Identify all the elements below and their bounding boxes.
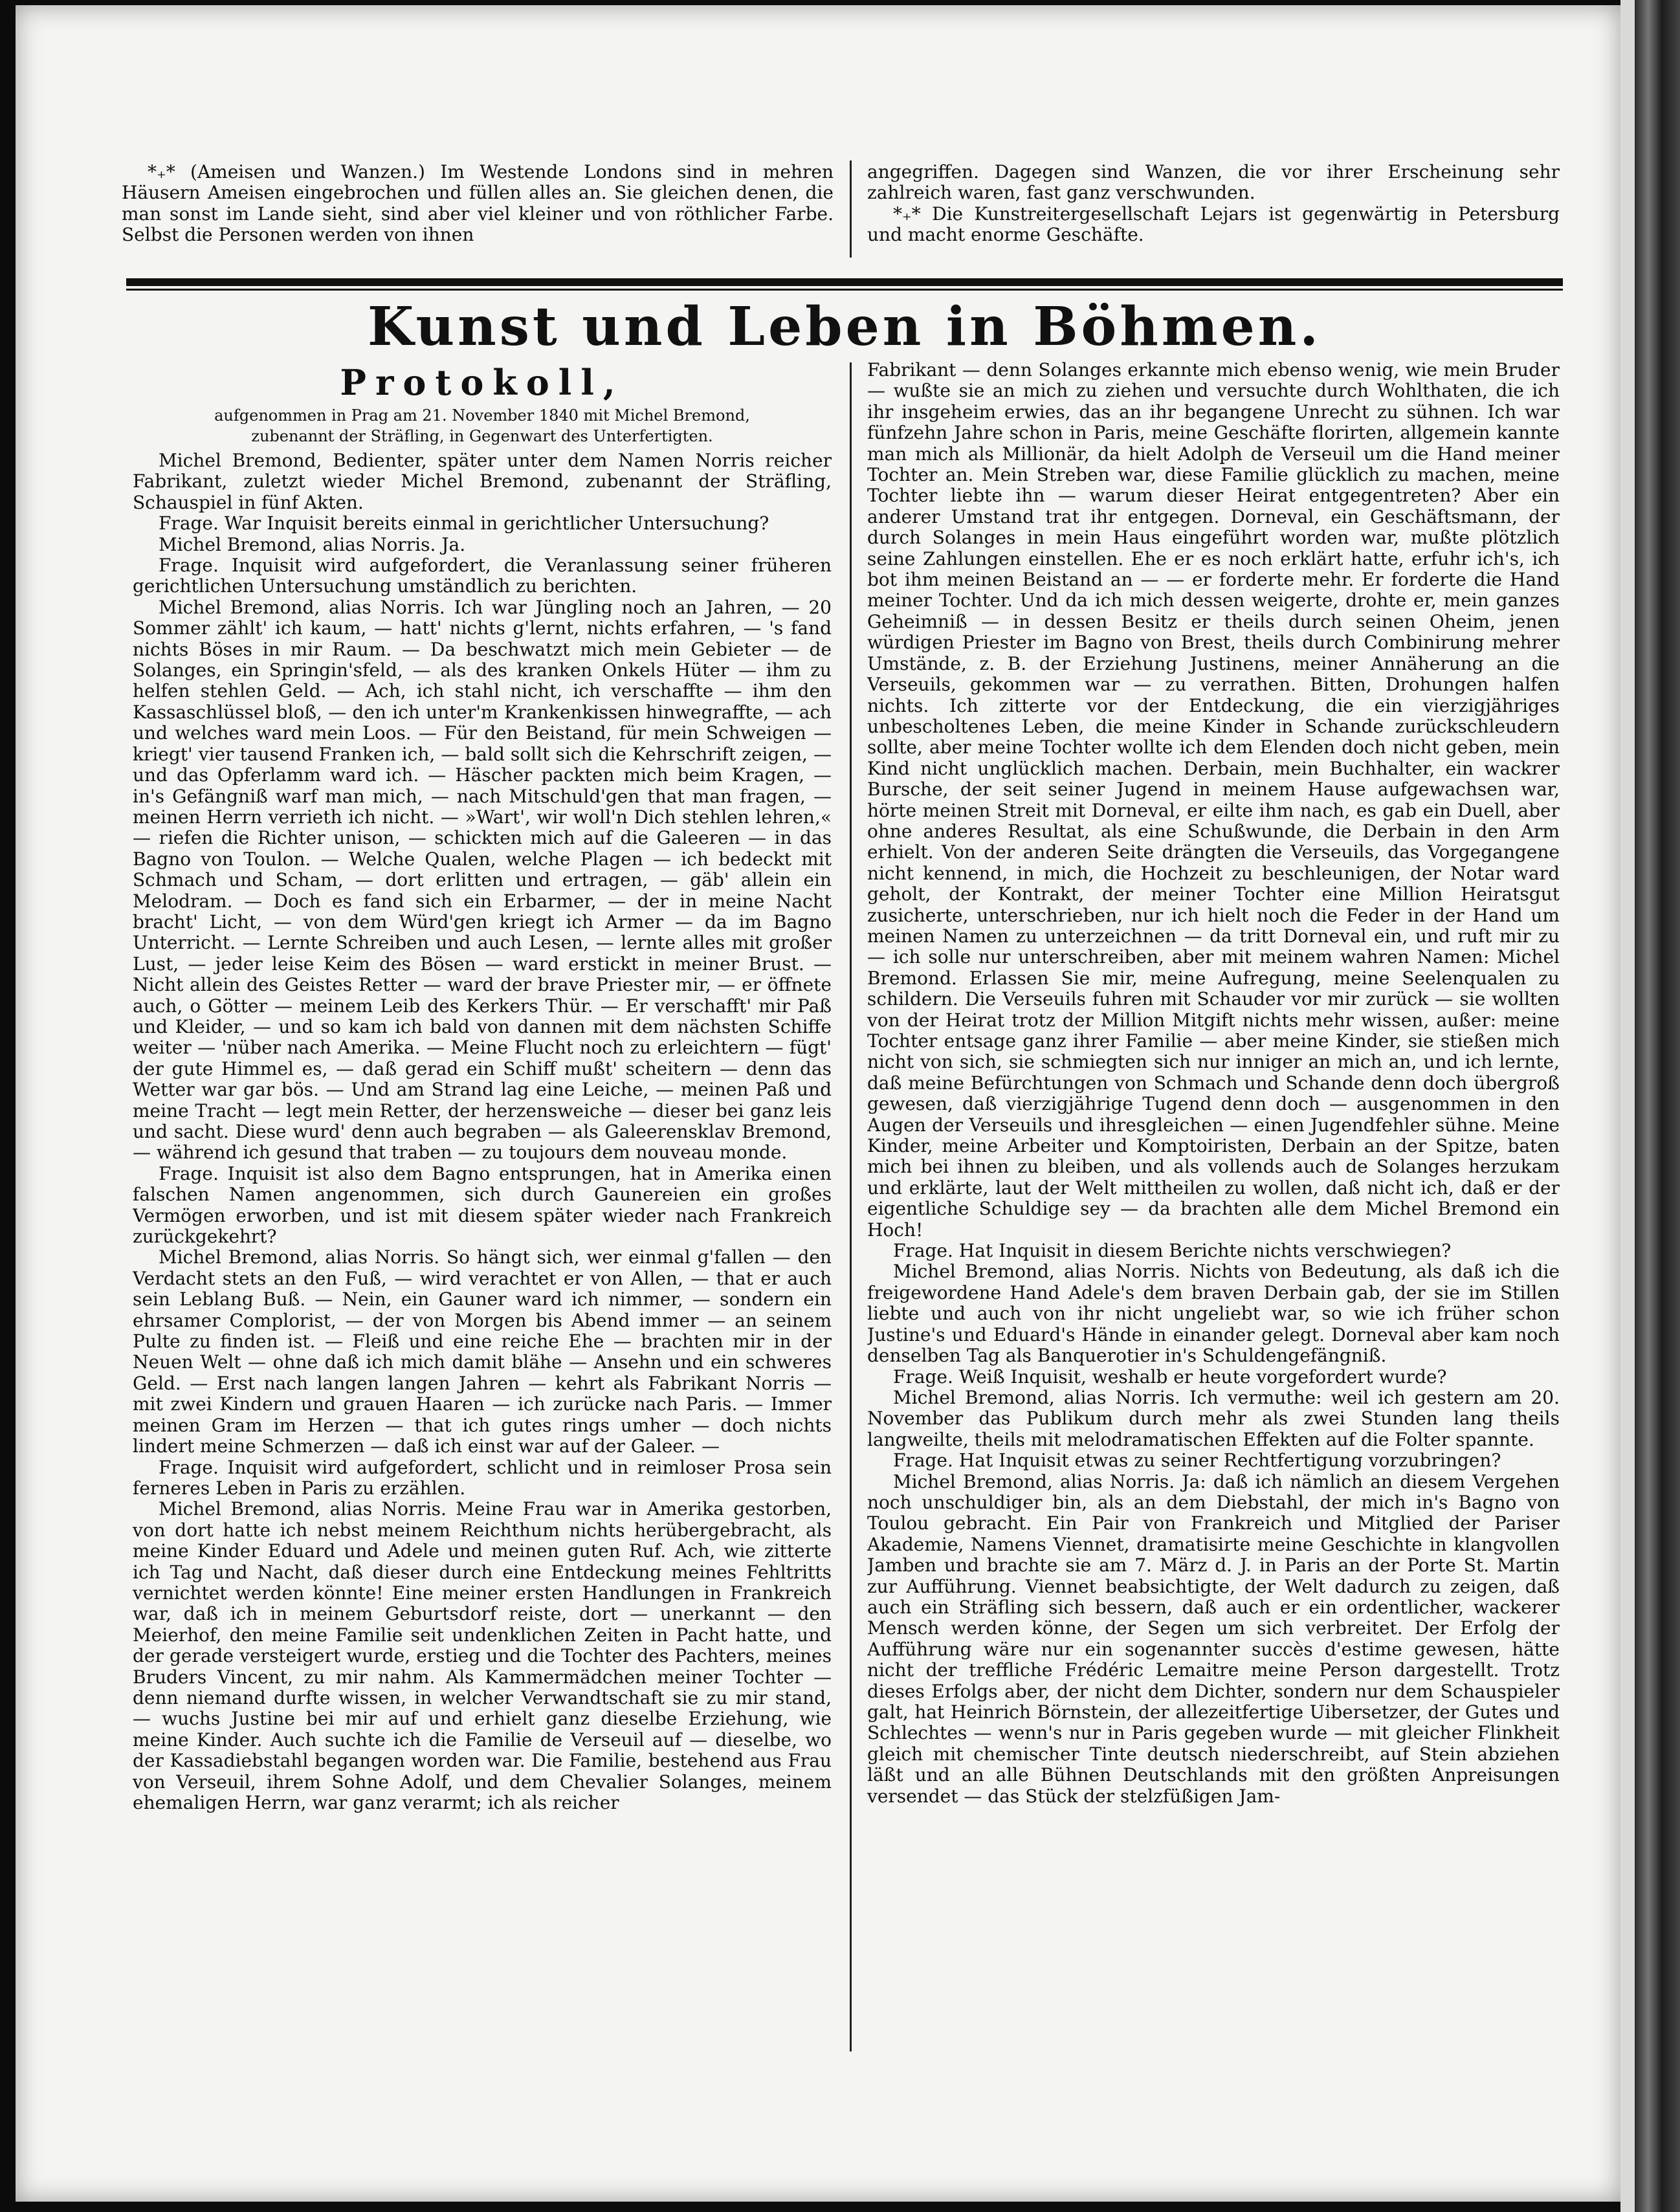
section-rule (126, 278, 1563, 286)
article-paragraph: Michel Bremond, Bedienter, später unter dem Namen Norris reicher Fabrikant, zuletzt wieder Michel Bremond, zubenannt der Sträfling, Schauspiel in fünf Akten. (133, 450, 832, 513)
article-column-left (133, 360, 832, 2159)
article-intro: aufgenommen in Prag am 21. November 1840 mit Michel Bremond, (214, 406, 750, 425)
article-paragraph: Frage. Hat Inquisit in diesem Berichte nichts verschwiegen? (893, 1240, 1452, 1262)
article-headline: Kunst und Leben in Böhmen. (368, 296, 1321, 358)
article-paragraph: Frage. Inquisit ist also dem Bagno entsprungen, hat in Amerika einen falschen Namen angenommen, sich durch Gaunereien ein großes Vermögen erworben, und ist mit diesem später wieder nach Frankreich zurückgekehrt? (133, 1162, 832, 1248)
article-paragraph: Michel Bremond, alias Norris. Ich war Jüngling noch an Jahren, — 20 Sommer zählt' ich kaum, — hatt' nichts g'lernt, nichts erfahren, — 's fand nichts Böses in mir Raum. — Da beschwatzt mich mein Gebieter — de Solanges, ein Springin'sfeld, — als des kranken Onkels Hüter — ihm zu helfen stehlen Geld. — Ach, ich stahl nicht, ich verschaffte — ihm den Kassaschlüssel bloß, — den ich unter'm Krankenkissen hinwegraffte, — ach und welches ward mein Loos. — Für den Beistand, für mein Schweigen — kriegt' vier tausend Franken ich, — bald sollt sich die Kehrschrift zeigen, — und das Opferlamm ward ich. — Häscher packten mich beim Kragen, — in's Gefängniß warf man mich, — nach Mitschuld'gen that man fragen, — meinen Herrn verrieth ich nicht. — »Wart', wir woll'n Dich stehlen lehren,« — riefen die Richter unison, — schickten mich auf die Galeeren — in das Bagno von Toulon. — Welche Qualen, welche Plagen — ich bedeckt mit Schmach und Scham, — dort erlitten und ertragen, — gäb' allein ein Melodram. — Doch es fand sich ein Erbarmer, — der in meine Nacht bracht' Licht, — von dem Würd'gen kriegt ich Armer — da im Bagno Unterricht. — Lernte Schreiben und auch Lesen, — lernte alles mit großer Lust, — jeder leise Keim des Bösen — ward erstickt in meiner Brust. — Nicht allein des Geistes Retter — ward der brave Priester mir, — er öffnete auch, o Götter — meinem Leib des Kerkers Thür. — Er verschafft' mir Paß und Kleider, — und so kam ich bald von dannen mit dem nächsten Schiffe weiter — 'nüber nach Amerika. — Meine Flucht noch zu erleichtern — fügt' der gute Himmel es, — daß gerad ein Schiff mußt' scheitern — denn das Wetter war gar bös. — Und am Strand lag eine Leiche, — meinen Paß und meine Tracht — legt mein Retter, der herzensweiche — dieser bei ganz leis und sacht. Diese wurd' denn auch begraben — als Galeerensklav Bremond, — während ich gesund that traben — zu toujours dem nouveau monde. (133, 596, 832, 1164)
binding-strip (1635, 0, 1680, 2212)
article-paragraph: Michel Bremond, alias Norris. Nichts von Bedeutung, als daß ich die freigewordene Hand Adele's dem braven Derbain gab, der sie im Stillen liebte und auch von ihr nicht ungeliebt war, so wie ich früher schon Justine's und Eduard's Hände in einander gelegt. Dorneval aber kam noch denselben Tag als Banquerotier in's Schuldengefängniß. (867, 1261, 1560, 1367)
article-paragraph: Frage. War Inquisit bereits einmal in gerichtlicher Untersuchung? (159, 513, 769, 535)
news-item-text: angegriffen. Dagegen sind Wanzen, die vor ihrer Erscheinung sehr zahlreich waren, fast ganz verschwunden. (867, 162, 1560, 204)
article-paragraph: Michel Bremond, alias Norris. So hängt sich, wer einmal g'fallen — den Verdacht stets an den Fuß, — wird verachtet er von Allen, — that er auch sein Leblang Buß. — Nein, ein Gauner ward ich nimmer, — sondern ein ehrsamer Complorist, — der von Morgen bis Abend immer — an seinem Pulte zu finden ist. — Fleiß und eine reiche Ehe — brachten mir in der Neuen Welt — ohne daß ich mich damit blähe — Ansehn und ein schweres Geld. — Erst nach langen langen Jahren — kehrt als Fabrikant Norris — mit zwei Kindern und grauen Haaren — ich zurücke nach Paris. — Immer meinen Gram im Herzen — that ich gutes rings umher — doch nichts lindert meine Schmerzen — daß ich einst war auf der Galeer. — (133, 1246, 832, 1457)
article-paragraph: Frage. Weiß Inquisit, weshalb er heute vorgefordert wurde? (893, 1366, 1447, 1388)
article-paragraph: Frage. Inquisit wird aufgefordert, die Veranlassung seiner früheren gerichtlichen Untersuchung umständlich zu berichten. (133, 555, 832, 597)
article-paragraph: Frage. Hat Inquisit etwas zu seiner Rechtfertigung vorzubringen? (893, 1450, 1501, 1472)
article-column-right (867, 360, 1560, 2159)
news-item-text: *₊* (Ameisen und Wanzen.) Im Westende Londons sind in mehren Häusern Ameisen eingebrochen und füllen alles an. Sie gleichen denen, die man sonst im Lande sieht, sind aber viel kleiner und von röthlicher Farbe. Selbst die Personen werden von ihnen (122, 162, 834, 246)
column-divider (850, 362, 852, 2052)
article-paragraph: Fabrikant — denn Solanges erkannte mich ebenso wenig, wie mein Bruder — wußte sie an mich zu ziehen und versuchte durch Wohlthaten, die ich ihr insgeheim erwies, das an ihr begangene Unrecht zu sühnen. Ich war fünfzehn Jahre schon in Paris, meine Geschäfte florirten, allgemein kannte man mich als Millionär, da hielt Adolph de Verseuil um die Hand meiner Tochter an. Mein Streben war, diese Familie glücklich zu machen, meine Tochter liebte ihn — warum dieser Heirat entgegentreten? Aber ein anderer Umstand trat ihr entgegen. Dorneval, ein Geschäftsmann, der durch Solanges in mein Haus eingeführt worden war, mußte plötzlich seine Zahlungen einstellen. Ehe er es noch erklärt hatte, erfuhr ich's, ich bot ihm meinen Beistand an — — er forderte mehr. Er forderte die Hand meiner Tochter. Und da ich mich dessen weigerte, drohte er, mein ganzes Geheimniß — in dessen Besitz er theils durch seinen Oheim, jenen würdigen Priester im Bagno von Brest, theils durch Combinirung mehrer Umstände, z. B. der Erziehung Justinens, meiner Annäherung an die Verseuils, gekommen war — zu verrathen. Bitten, Drohungen halfen nichts. Ich zitterte vor der Entdeckung, die ein vierzigjähriges unbescholtenes Leben, die meine Kinder in Schande zurückschleudern sollte, aber meine Tochter wollte ich dem Elenden doch nicht geben, mein Kind nicht unglücklich machen. Derbain, mein Buchhalter, ein wackrer Bursche, der seit seiner Jugend in meinem Hause aufgewachsen war, hörte meinen Streit mit Dorneval, er eilte ihm nach, es gab ein Duell, aber ohne anderes Resultat, als eine Schußwunde, die Derbain in den Arm erhielt. Von der anderen Seite drängten die Verseuils, das Vorgegangene nicht kennend, in mich, die Hochzeit zu beschleunigen, der Notar ward geholt, der Kontrakt, der meiner Tochter eine Million Heiratsgut zusicherte, unterschrieben, nur ich hielt noch die Feder in der Hand um meinen Namen zu unterzeichnen — da tritt Dorneval ein, und ruft mir zu — ich solle nur unterschreiben, aber mit meinem wahren Namen: Michel Bremond. Erlassen Sie mir, meine Aufregung, meine Seelenqualen zu schildern. Die Verseuils fuhren mit Schauder vor mir zurück — sie wollten von der Heirat trotz der Million Mitgift nichts mehr wissen, außer: meine Tochter entsage ganz ihrer Familie — aber meine Kinder, sie stießen mich nicht von sich, sie schmiegten sich nur inniger an mich an, und ich lernte, daß meine Befürchtungen von Schmach und Schande denn doch übergroß gewesen, daß vierzigjährige Tugend denn doch — ausgenommen in den Augen der Verseuils und ihresgleichen — einen Jugendfehler sühne. Meine Kinder, meine Arbeiter und Komptoiristen, Derbain an der Spitze, baten mich bei ihnen zu bleiben, und als vollends auch de Solanges herzukam und erklärte, laut der Welt mittheilen zu wollen, daß nicht ich, daß er der eigentliche Schuldige sey — da brachten alle dem Michel Bremond ein Hoch! (867, 360, 1560, 1241)
article-paragraph: Michel Bremond, alias Norris. Ja. (159, 533, 466, 555)
article-intro: zubenannt der Sträfling, in Gegenwart des Unterfertigten. (251, 427, 713, 445)
article-paragraph: Frage. Inquisit wird aufgefordert, schlicht und in reimloser Prosa sein ferneres Leben in Paris zu erzählen. (133, 1456, 832, 1499)
news-item-kunstreiter: *₊* Die Kunstreitergesellschaft Lejars ist gegenwärtig in Petersburg und macht enorme Geschäfte. (867, 203, 1560, 246)
article-paragraph: Michel Bremond, alias Norris. Meine Frau war in Amerika gestorben, von dort hatte ich nebst meinem Reichthum nichts herübergebracht, als meine Kinder Eduard und Adele und meinen guten Ruf. Ach, wie zitterte ich Tag und Nacht, daß dieser durch eine Entdeckung meines Fehltritts vernichtet werden könnte! Eine meiner ersten Handlungen in Frankreich war, daß ich in meinem Geburtsdorf reiste, dort — unerkannt — den Meierhof, den meine Familie seit undenklichen Zeiten in Pacht hatte, und der gerade versteigert wurde, erstieg und die Tochter des Pachters, meines Bruders Vincent, zu mir nahm. Als Kammermädchen meiner Tochter — denn niemand durfte wissen, in welcher Verwandtschaft sie zu mir stand, — wuchs Justine bei mir auf und erhielt ganz dieselbe Erziehung, wie meine Kinder. Auch suchte ich die Familie de Verseuil auf — dieselbe, wo der Kassadiebstahl begangen worden war. Die Familie, bestehend aus Frau von Verseuil, ihrem Sohne Adolf, und dem Chevalier Solanges, meinem ehemaligen Herrn, war ganz verarmt; ich als reicher (133, 1498, 832, 1813)
article-body-right (867, 360, 1560, 1807)
article-subhead: Protokoll, (340, 362, 624, 403)
page-edge (1620, 0, 1635, 2212)
news-item-ameisen (122, 162, 834, 272)
column-divider-top (850, 160, 852, 258)
article-body-left (133, 450, 832, 1813)
news-items-right (867, 162, 1560, 272)
article-paragraph: Michel Bremond, alias Norris. Ja: daß ich nämlich an diesem Vergehen noch unschuldiger bin, als an dem Diebstahl, der mich in's Bagno von Toulou gebracht. Ein Pair von Frankreich und Mitglied der Pariser Akademie, Namens Viennet, dramatisirte meine Geschichte in klangvollen Jamben und brachte sie am 7. März d. J. in Paris an der Porte St. Martin zur Aufführung. Viennet beabsichtigte, der Welt dadurch zu zeigen, daß auch ein Sträfling sich bessern, daß auch er ein ordentlicher, wackerer Mensch werden könne, der Segen um sich verbreitet. Der Erfolg der Aufführung wäre nur ein sogenannter succès d'estime gewesen, hätte nicht der treffliche Frédéric Lemaitre meine Person dargestellt. Trotz dieses Erfolgs aber, der nicht dem Dichter, sondern nur dem Schauspieler galt, hat Heinrich Börnstein, der allezeitfertige Uibersetzer, der Gutes und Schlechtes — wenn's nur in Paris gegeben wurde — mit gleicher Flinkheit gleich mit chemischer Tinte deutsch niederschreibt, auf Stein abziehen läßt und an alle Bühnen Deutschlands mit den größten Anpreisungen versendet — das Stück der stelzfüßigen Jam- (867, 1470, 1560, 1807)
article-paragraph: Michel Bremond, alias Norris. Ich vermuthe: weil ich gestern am 20. November das Publikum durch mehr als zwei Stunden lang theils langweilte, theils mit melodramatischen Effekten auf die Folter spannte. (867, 1386, 1560, 1450)
